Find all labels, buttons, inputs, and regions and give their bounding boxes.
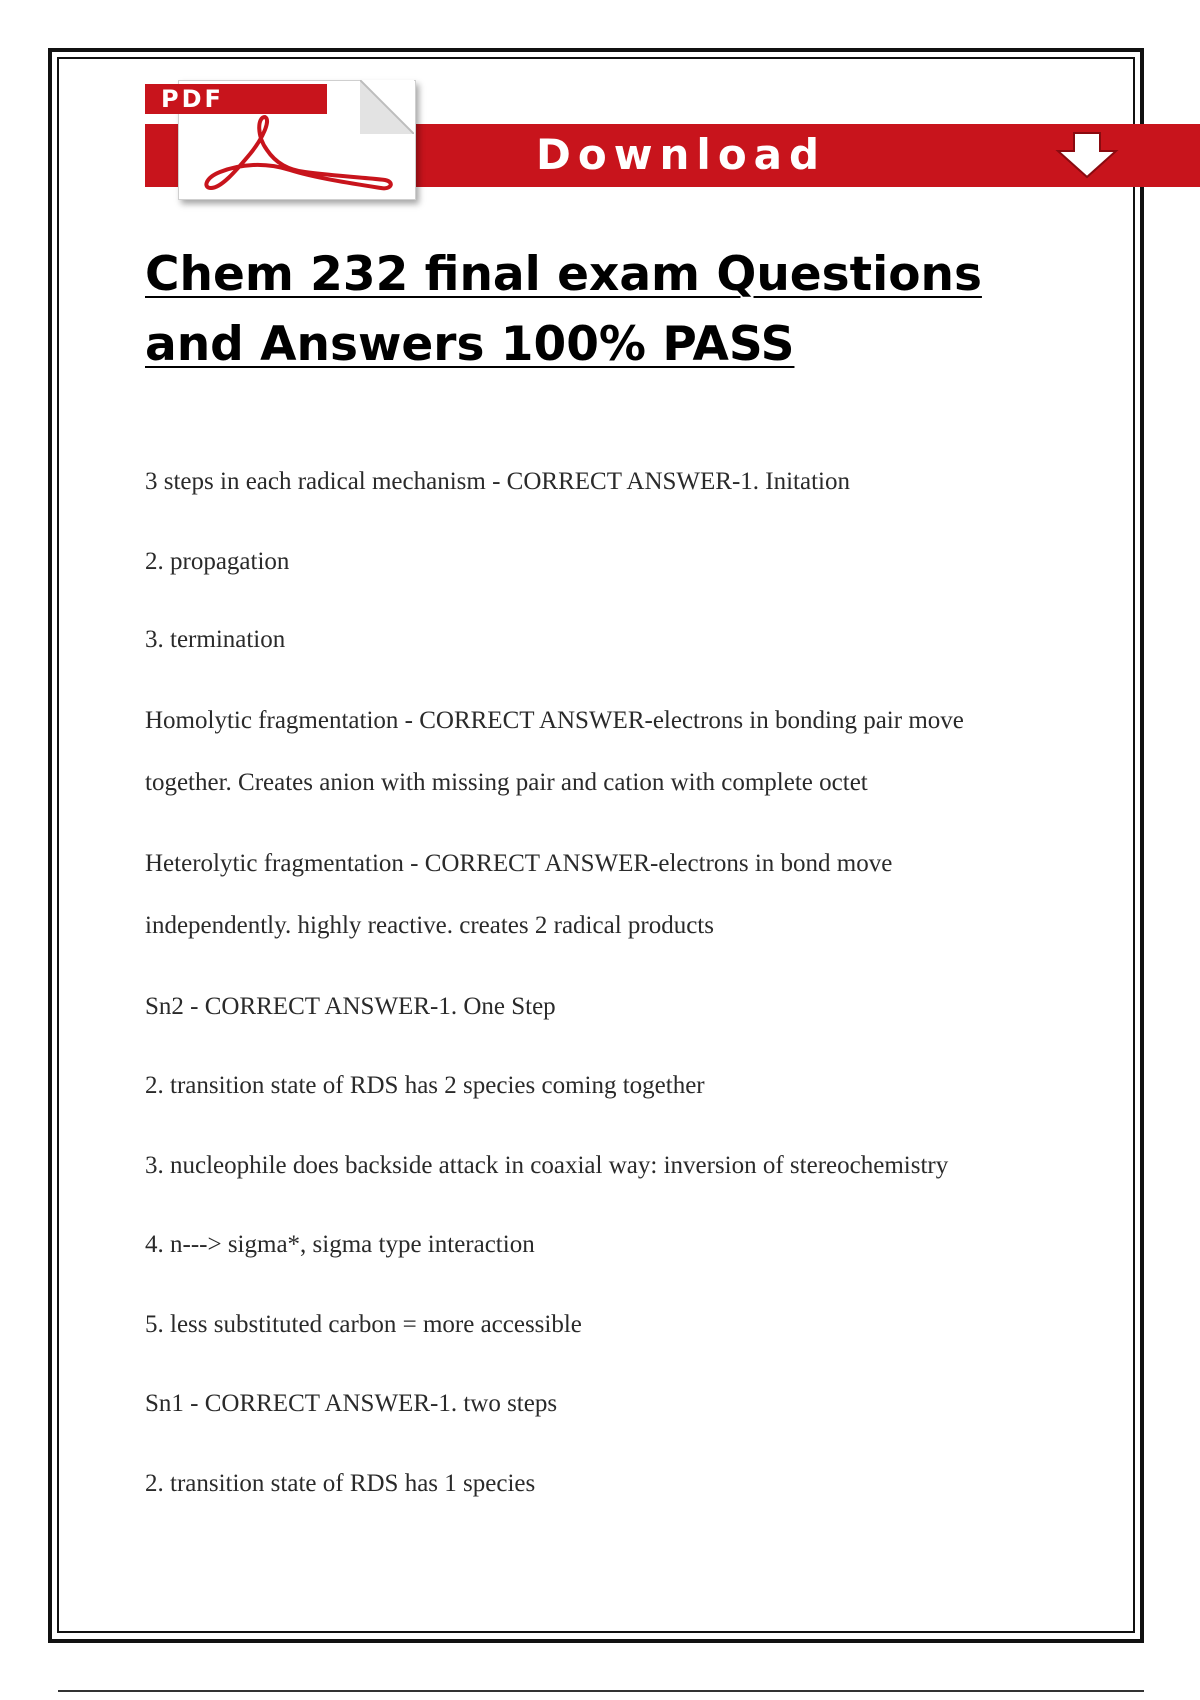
- download-label[interactable]: Download: [536, 130, 827, 179]
- text-line: Sn2 - CORRECT ANSWER-1. One Step: [145, 993, 556, 1020]
- text-line: 3 steps in each radical mechanism - CORRECT ANSWER-1. Initation: [145, 468, 850, 495]
- text-line: 2. transition state of RDS has 2 species coming together: [145, 1072, 705, 1099]
- download-arrow-icon[interactable]: [1050, 131, 1130, 179]
- text-line: 4. n---> sigma*, sigma type interaction: [145, 1231, 535, 1258]
- text-line: 2. propagation: [145, 548, 290, 575]
- text-line: 3. termination: [145, 626, 286, 653]
- text-line: independently. highly reactive. creates 2 radical products: [145, 912, 714, 939]
- bottom-divider: [58, 1690, 1144, 1692]
- text-line: 3. nucleophile does backside attack in coaxial way: inversion of stereochemistry: [145, 1152, 949, 1179]
- text-line: Homolytic fragmentation - CORRECT ANSWER-electrons in bonding pair move: [145, 707, 964, 734]
- title-line-1: Chem 232 final exam Questions: [145, 247, 982, 302]
- text-line: Heterolytic fragmentation - CORRECT ANSWER-electrons in bond move: [145, 850, 893, 877]
- text-line: together. Creates anion with missing pair and cation with complete octet: [145, 769, 868, 796]
- text-line: 5. less substituted carbon = more accessible: [145, 1311, 582, 1338]
- title-line-2: and Answers 100% PASS: [145, 317, 795, 372]
- text-line: 2. transition state of RDS has 1 species: [145, 1470, 536, 1497]
- pdf-tag: [145, 84, 327, 114]
- pdf-tag-label: PDF: [161, 85, 224, 113]
- acrobat-logo-icon: [195, 112, 405, 194]
- page-title: [145, 240, 1045, 380]
- text-line: Sn1 - CORRECT ANSWER-1. two steps: [145, 1390, 558, 1417]
